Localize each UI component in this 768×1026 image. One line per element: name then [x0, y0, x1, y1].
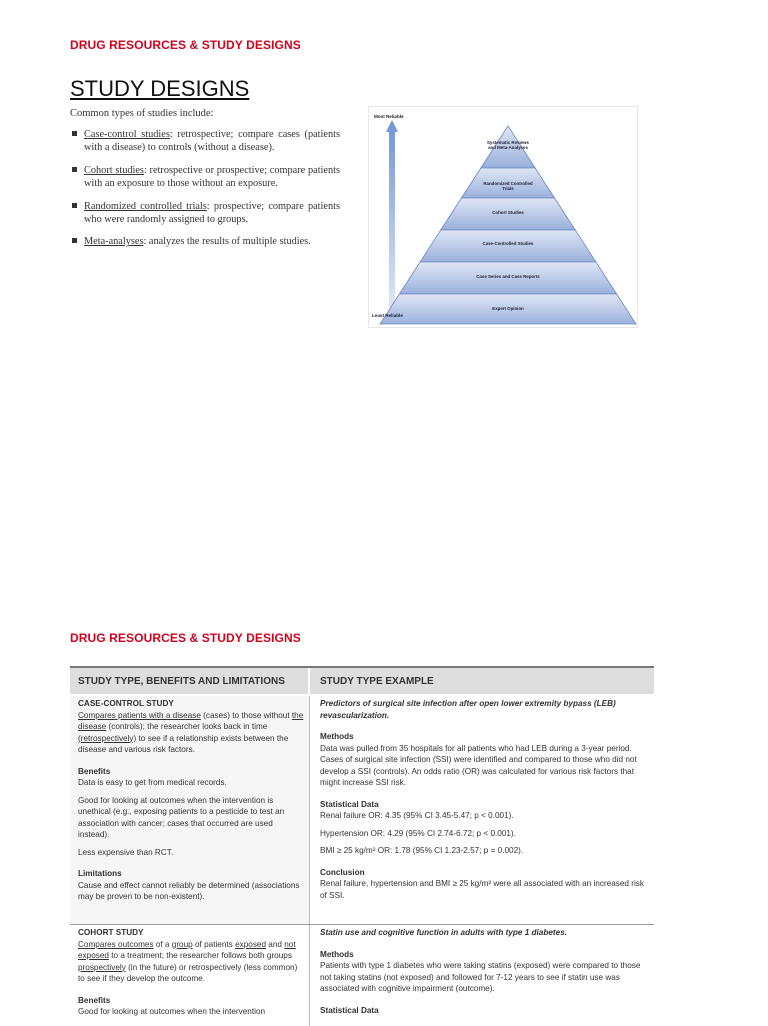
methods-text: Patients with type 1 diabetes who were taking statins (exposed) were compared to those not taking statins (not exposed) and followed for 7-12 years to see if statin use was associated with cognitive impairment (outcome). — [320, 961, 641, 993]
bullet-icon — [72, 203, 77, 208]
stat-item: Renal failure OR: 4.35 (95% CI 3.45-5.47; p < 0.001). — [320, 811, 514, 820]
item-text: : analyzes the results of multiple studies. — [143, 236, 311, 248]
tier-label: Case-Controlled Studies — [482, 241, 534, 246]
desc-part: not exposed — [78, 939, 296, 960]
cohort-desc — [78, 939, 304, 985]
case-control-description — [78, 698, 304, 909]
desc-part: (retrospectively) — [78, 733, 137, 743]
benefit-item: Good for looking at outcomes when the intervention is unethical (e.g., exposing patients to a pesticide to test an association with cancer; cases that occurred are used instead). — [78, 795, 285, 839]
term-link: Cohort studies — [84, 164, 144, 176]
benefit-item: Good for looking at outcomes when the intervention — [78, 1007, 266, 1016]
benefits-title: Benefits — [78, 995, 111, 1005]
bullet-icon — [72, 167, 77, 172]
desc-part: group — [171, 939, 193, 949]
stat-item: Hypertension OR: 4.29 (95% CI 2.74-6.72; p < 0.001). — [320, 828, 516, 838]
item-text: : retrospective; compare cases (patients with a disease) to controls (without a disease). — [84, 129, 340, 154]
desc-part: to see if a relationship exists between the disease and various risk factors. — [78, 733, 289, 754]
most-reliable-label: Most Reliable — [374, 114, 404, 119]
example-title: Predictors of surgical site infection after open lower extremity bypass (LEB) revascularization. — [320, 699, 616, 720]
term-link: Case-control studies — [84, 129, 170, 140]
row-divider — [70, 924, 654, 925]
list-item — [72, 128, 340, 155]
item-text: : prospective; compare patients who were randomly assigned to groups. — [84, 200, 340, 226]
statistical-data-title: Statistical Data — [320, 799, 379, 809]
desc-part: Compares outcomes — [78, 939, 154, 949]
case-control-desc — [78, 710, 304, 756]
column-divider — [309, 696, 310, 1026]
desc-part: of patients — [192, 939, 236, 949]
benefit-item: Data is easy to get from medical records. — [78, 778, 227, 787]
desc-part: the disease — [78, 710, 304, 731]
cohort-description — [78, 927, 304, 1024]
statistical-data-title: Statistical Data — [320, 1005, 379, 1015]
least-reliable-label: Least Reliable — [372, 313, 403, 318]
methods-title: Methods — [320, 732, 354, 741]
tier-label: Randomized Controlled Trials — [483, 181, 533, 191]
cohort-title: COHORT STUDY — [78, 928, 144, 937]
item-text: : retrospective or prospective; compare patients with an exposure to those without an exposure. — [84, 164, 340, 190]
list-item — [72, 164, 340, 191]
desc-part: (controls); the researcher looks back in time — [106, 722, 268, 731]
desc-part: Compares patients with a disease — [78, 710, 201, 720]
case-control-title: CASE-CONTROL STUDY — [78, 699, 174, 708]
methods-title: Methods — [320, 949, 354, 959]
pyramid-tier — [420, 230, 596, 262]
desc-part: to a treatment; the researcher follows both groups — [108, 951, 292, 960]
tier-label: Cohort Studies — [492, 210, 524, 215]
desc-part: (in the future) or retrospectively (less common) to see if they develop the outcome. — [78, 962, 298, 983]
bullet-icon — [72, 131, 77, 136]
section-heading: DRUG RESOURCES & STUDY DESIGNS — [70, 631, 301, 645]
study-types-table — [70, 666, 654, 1026]
desc-part: (cases) to those without — [200, 710, 292, 720]
stat-item: BMI ≥ 25 kg/m² OR: 1.78 (95% CI 1.23-2.57; p = 0.002). — [320, 846, 524, 855]
tier-label: Expert Opinion — [492, 306, 524, 311]
cohort-example — [320, 927, 646, 1016]
tier-label: Systematic Reviews and Meta-Analyses — [487, 140, 529, 150]
desc-part: prospectively — [78, 962, 126, 972]
tier-label: Case Series and Case Reports — [476, 274, 540, 279]
list-item — [72, 200, 340, 227]
term-link: Randomized controlled trials — [84, 200, 207, 212]
conclusion-text: Renal failure, hypertension and BMI ≥ 25 kg/m² were all associated with an increased risk of SSI. — [320, 879, 644, 900]
desc-part: of a — [153, 939, 172, 949]
section-heading: DRUG RESOURCES & STUDY DESIGNS — [70, 38, 301, 52]
evidence-pyramid-figure — [368, 106, 638, 328]
limitation-item: Cause and effect cannot reliably be determined (associations may be proven to be non-existent). — [78, 880, 300, 901]
limitations-title: Limitations — [78, 869, 122, 878]
list-item — [72, 235, 340, 248]
table-header-left: STUDY TYPE, BENEFITS AND LIMITATIONS — [70, 668, 309, 694]
benefits-title: Benefits — [78, 766, 111, 776]
study-types-list — [72, 128, 340, 258]
conclusion-title: Conclusion — [320, 867, 365, 877]
intro-text: Common types of studies include: — [70, 108, 214, 119]
desc-part: and — [266, 939, 285, 949]
case-control-example — [320, 698, 646, 907]
page-title: STUDY DESIGNS — [70, 76, 250, 101]
table-header-right: STUDY TYPE EXAMPLE — [310, 668, 654, 694]
bullet-icon — [72, 238, 77, 243]
benefit-item: Less expensive than RCT. — [78, 847, 174, 857]
methods-text: Data was pulled from 35 hospitals for all patients who had LEB during a 3-year period. Cases of surgical site infection (SSI) were identified and compared to those who did not develop a SSI (controls). An odds ratio (OR) was calculated for various risk factors that might increase SSI risk. — [320, 743, 637, 787]
example-title: Statin use and cognitive function in adults with type 1 diabetes. — [320, 928, 568, 937]
desc-part: exposed — [235, 939, 267, 949]
term-link: Meta-analyses — [84, 236, 144, 248]
